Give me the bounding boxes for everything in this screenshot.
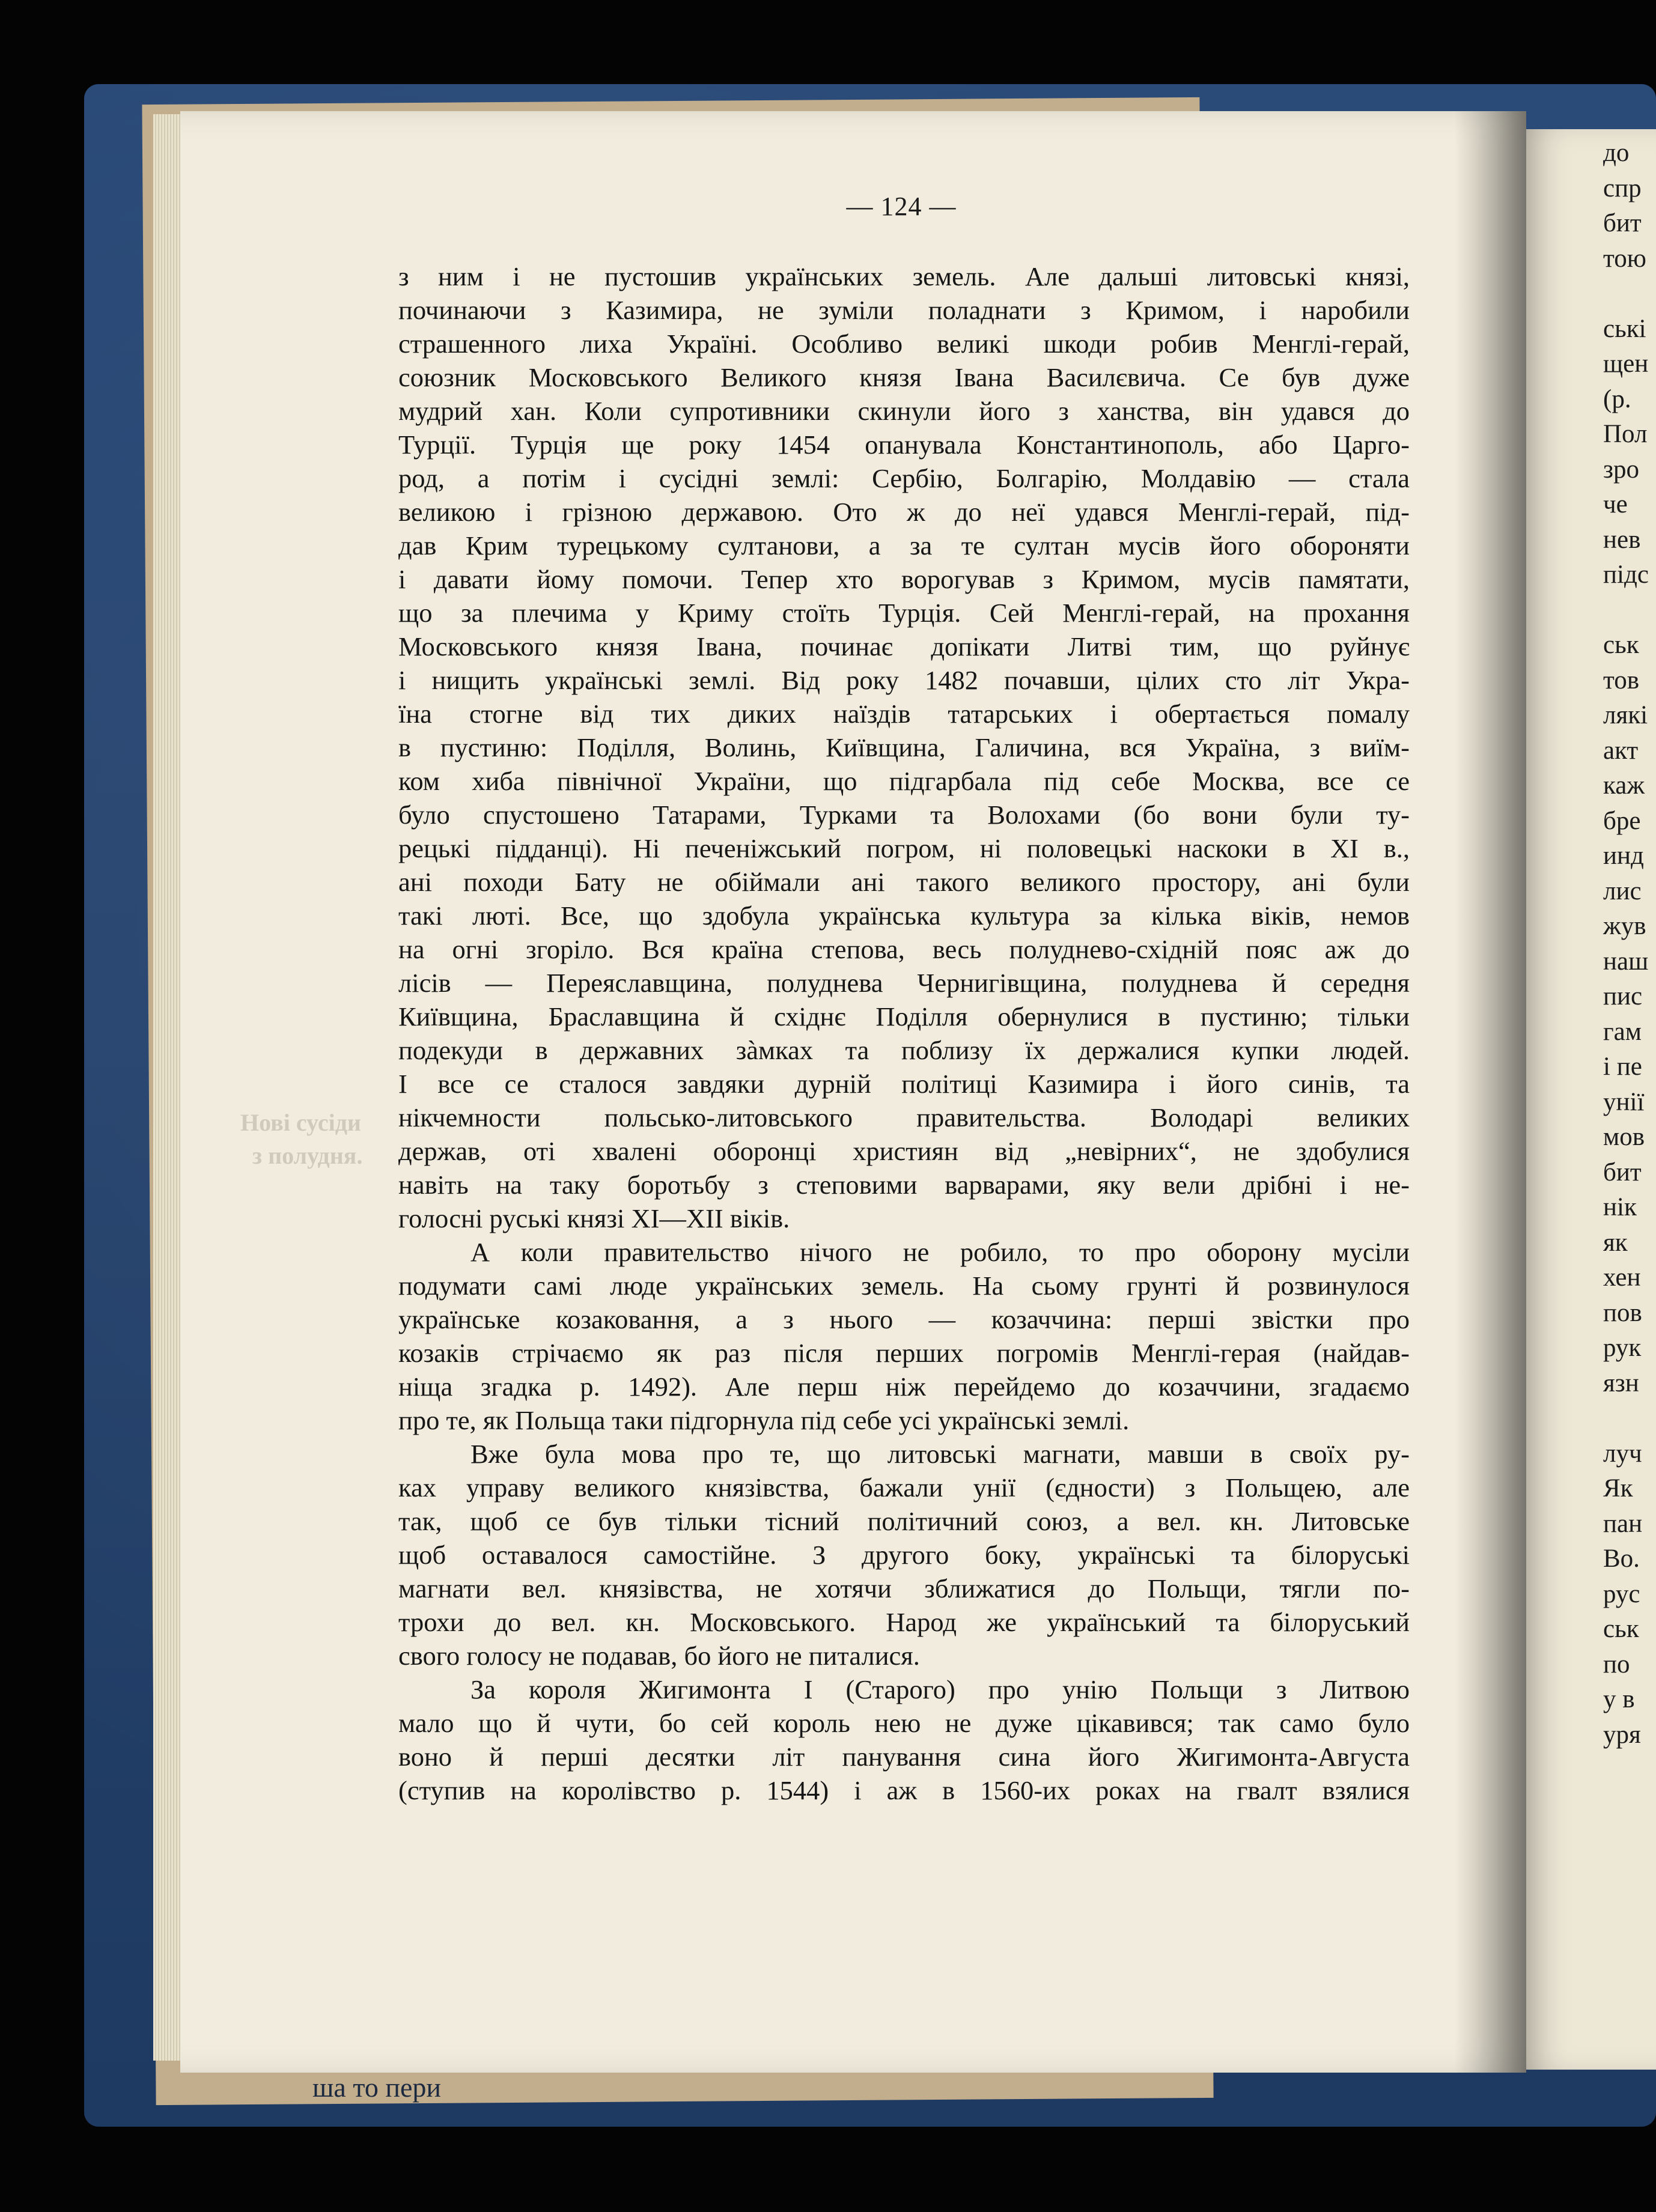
- text-line: великою і грізною державою. Ото ж до неї удався Менглі-герай, під-: [398, 497, 1410, 527]
- text-line: І все се сталося завдяки дурній політиці Казимира і його синів, та: [398, 1069, 1410, 1099]
- text-line: лісів — Переяславщина, полуднева Чернигівщина, полуднева й середня: [398, 968, 1410, 998]
- text-line: За короля Жигимонта І (Старого) про унію Польщи з Литвою: [470, 1674, 1410, 1704]
- text-line: так, щоб се був тільки тісний політичний союз, а вел. кн. Литовське: [398, 1506, 1410, 1536]
- next-page-line-fragment: мов: [1603, 1123, 1645, 1151]
- next-page-line-fragment: пов: [1603, 1298, 1642, 1327]
- next-page-line-fragment: (р.: [1603, 384, 1631, 413]
- next-page-line-fragment: Во.: [1603, 1545, 1640, 1573]
- next-page-line-fragment: по: [1603, 1650, 1630, 1679]
- text-line: навіть на таку боротьбу з степовими варварами, яку вели дрібні і не-: [398, 1170, 1410, 1200]
- text-line: про те, як Польща таки підгорнула під себе усі українські землі.: [398, 1405, 1130, 1435]
- text-line: і давати йому помочи. Тепер хто ворогував з Кримом, мусів памятати,: [398, 564, 1410, 594]
- next-page-line-fragment: ські: [1603, 314, 1646, 343]
- text-line: подекуди в державних зàмках та поблизу їх держалися купки людей.: [398, 1035, 1410, 1065]
- page-number: — 124 —: [846, 192, 957, 221]
- text-line: нікчемности польсько-литовського правительства. Володарі великих: [398, 1102, 1410, 1132]
- text-line: род, а потім і сусідні землі: Сербію, Болгарію, Молдавію — стала: [398, 463, 1410, 493]
- next-page-line-fragment: лякі: [1603, 701, 1648, 729]
- next-page-line-fragment: наш: [1603, 947, 1649, 976]
- next-page-line-fragment: бре: [1603, 806, 1641, 835]
- next-page-line-fragment: лис: [1603, 877, 1642, 905]
- text-line: магнати вел. князівства, не хотячи зближатися до Польщи, тягли по-: [398, 1573, 1410, 1603]
- text-line: держав, оті хвалені оборонці християн від „невірних“, не здобулися: [398, 1136, 1410, 1166]
- text-line: Турції. Турція ще року 1454 опанувала Константинополь, або Царго-: [398, 430, 1410, 460]
- next-page-line-fragment: унії: [1603, 1087, 1645, 1116]
- next-page-line-fragment: инд: [1603, 842, 1644, 870]
- next-page-line-fragment: рус: [1603, 1579, 1640, 1608]
- text-line: страшенного лиха Україні. Особливо великі шкоди робив Менглі-герай,: [398, 329, 1410, 359]
- text-line: на огні згоріло. Вся країна степова, весь полудневo-східній пояс аж до: [398, 934, 1410, 964]
- text-line: було спустошено Татарами, Турками та Волохами (бо вони були ту-: [398, 800, 1410, 830]
- next-page-line-fragment: нік: [1603, 1193, 1637, 1221]
- text-line: і нищить українські землі. Від року 1482 почавши, цілих сто літ Укра-: [398, 665, 1410, 695]
- next-page-line-fragment: Пол: [1603, 420, 1648, 448]
- text-line: їна стогне від тих диких наїздів татарських і обертається помалу: [398, 699, 1410, 729]
- next-page-line-fragment: тов: [1603, 666, 1640, 694]
- next-page-line-fragment: бит: [1603, 1158, 1642, 1187]
- text-line: з ним і не пустошив українських земель. Але дальші литовські князі,: [398, 261, 1410, 291]
- text-line: ніща згадка р. 1492). Але перш ніж перейдемо до козаччини, згадаємо: [398, 1372, 1410, 1402]
- next-page-line-fragment: пис: [1603, 982, 1643, 1010]
- next-page-line-fragment: ськ: [1603, 631, 1639, 659]
- text-line: ком хиба північної України, що підгарбала під себе Москва, все се: [398, 766, 1410, 796]
- next-page-line-fragment: акт: [1603, 736, 1639, 765]
- text-line: мало що й чути, бо сей король нею не дуже цікавився; так само було: [398, 1708, 1410, 1738]
- text-line: Київщина, Браславщина й східнє Поділля обернулися в пустиню; тільки: [398, 1001, 1410, 1032]
- next-page-line-fragment: бит: [1603, 209, 1642, 237]
- text-line: воно й перші десятки літ панування сина його Жигимонта-Августа: [398, 1742, 1410, 1772]
- text-line: трохи до вел. кн. Московського. Народ же український та білоруський: [398, 1607, 1410, 1637]
- next-page-line-fragment: уря: [1603, 1720, 1641, 1749]
- text-line: А коли правительство нічого не робило, то про оборону мусіли: [470, 1237, 1410, 1267]
- next-page-line-fragment: спр: [1603, 174, 1642, 202]
- text-line: дав Крим турецькому султанови, а за те султан мусів його обороняти: [398, 530, 1410, 561]
- next-page-line-fragment: підс: [1603, 561, 1649, 589]
- text-line: щоб оставалося самостійне. З другого боку, українські та білоруські: [398, 1540, 1410, 1570]
- next-page-line-fragment: до: [1603, 139, 1630, 167]
- bleed-through-text: з полудня.: [252, 1142, 363, 1169]
- text-line: такі люті. Все, що здобула українська культура за кілька віків, немов: [398, 901, 1410, 931]
- next-page-edge: [1526, 129, 1656, 2070]
- next-page-line-fragment: че: [1603, 490, 1628, 518]
- text-line: голосні руські князі XI—XII віків.: [398, 1203, 790, 1233]
- bottom-page-fragment: ша то пери: [312, 2072, 441, 2103]
- next-page-line-fragment: і пе: [1603, 1053, 1642, 1081]
- text-line: рецькі підданці). Ні печеніжський погром, ні половецькі наскоки в XI в.,: [398, 833, 1410, 863]
- next-page-line-fragment: зро: [1603, 455, 1639, 484]
- next-page-line-fragment: тою: [1603, 244, 1646, 273]
- next-page-line-fragment: гам: [1603, 1017, 1642, 1046]
- next-page-line-fragment: ськ: [1603, 1615, 1639, 1643]
- next-page-line-fragment: хен: [1603, 1263, 1641, 1292]
- text-line: мудрий хан. Коли супротивники скинули його з ханства, він удався до: [398, 396, 1410, 426]
- text-line: Московського князя Івана, починає допікати Литві тим, що руйнує: [398, 631, 1410, 661]
- next-page-line-fragment: язн: [1603, 1369, 1639, 1397]
- page-gutter-shadow: [1454, 111, 1526, 2073]
- text-line: починаючи з Казимира, не зуміли поладнати з Кримом, і наробили: [398, 295, 1410, 325]
- text-line: в пустиню: Поділля, Волинь, Київщина, Галичина, вся Україна, з виїм-: [398, 732, 1410, 762]
- text-line: ані походи Бату не обіймали ані такого великого простору, ані були: [398, 867, 1410, 897]
- next-page-line-fragment: як: [1603, 1228, 1628, 1257]
- text-line: козаків стрічаємо як раз після перших погромів Менглі-герая (найдав-: [398, 1338, 1410, 1368]
- next-page-line-fragment: нев: [1603, 525, 1641, 554]
- next-page-line-fragment: щен: [1603, 350, 1649, 378]
- next-page-line-fragment: луч: [1603, 1439, 1642, 1468]
- next-page-line-fragment: рук: [1603, 1334, 1642, 1362]
- text-line: ках управу великого князівства, бажали унії (єдности) з Польщею, але: [398, 1472, 1410, 1503]
- text-line: що за плечима у Криму стоїть Турція. Сей Менглі-герай, на прохання: [398, 598, 1410, 628]
- text-line: свого голосу не подавав, бо його не питалися.: [398, 1641, 920, 1671]
- text-line: (ступив на королівство р. 1544) і аж в 1560-их роках на гвалт взялися: [398, 1775, 1410, 1805]
- next-page-line-fragment: у в: [1603, 1685, 1635, 1713]
- text-line: українське козаковання, а з нього — козаччина: перші звістки про: [398, 1304, 1410, 1334]
- next-page-line-fragment: Як: [1603, 1474, 1633, 1503]
- text-line: Вже була мова про те, що литовські магнати, мавши в своїх ру-: [470, 1439, 1410, 1469]
- text-line: союзник Московського Великого князя Івана Василєвича. Се був дуже: [398, 362, 1410, 392]
- next-page-line-fragment: жув: [1603, 912, 1646, 940]
- page-body-text: [398, 260, 1410, 1807]
- text-line: подумати самі люде українських земель. На сьому грунті й розвинулося: [398, 1271, 1410, 1301]
- next-page-line-fragment: пан: [1603, 1509, 1643, 1538]
- next-page-line-fragment: каж: [1603, 771, 1645, 800]
- bleed-through-text: Нові сусіди: [240, 1109, 361, 1136]
